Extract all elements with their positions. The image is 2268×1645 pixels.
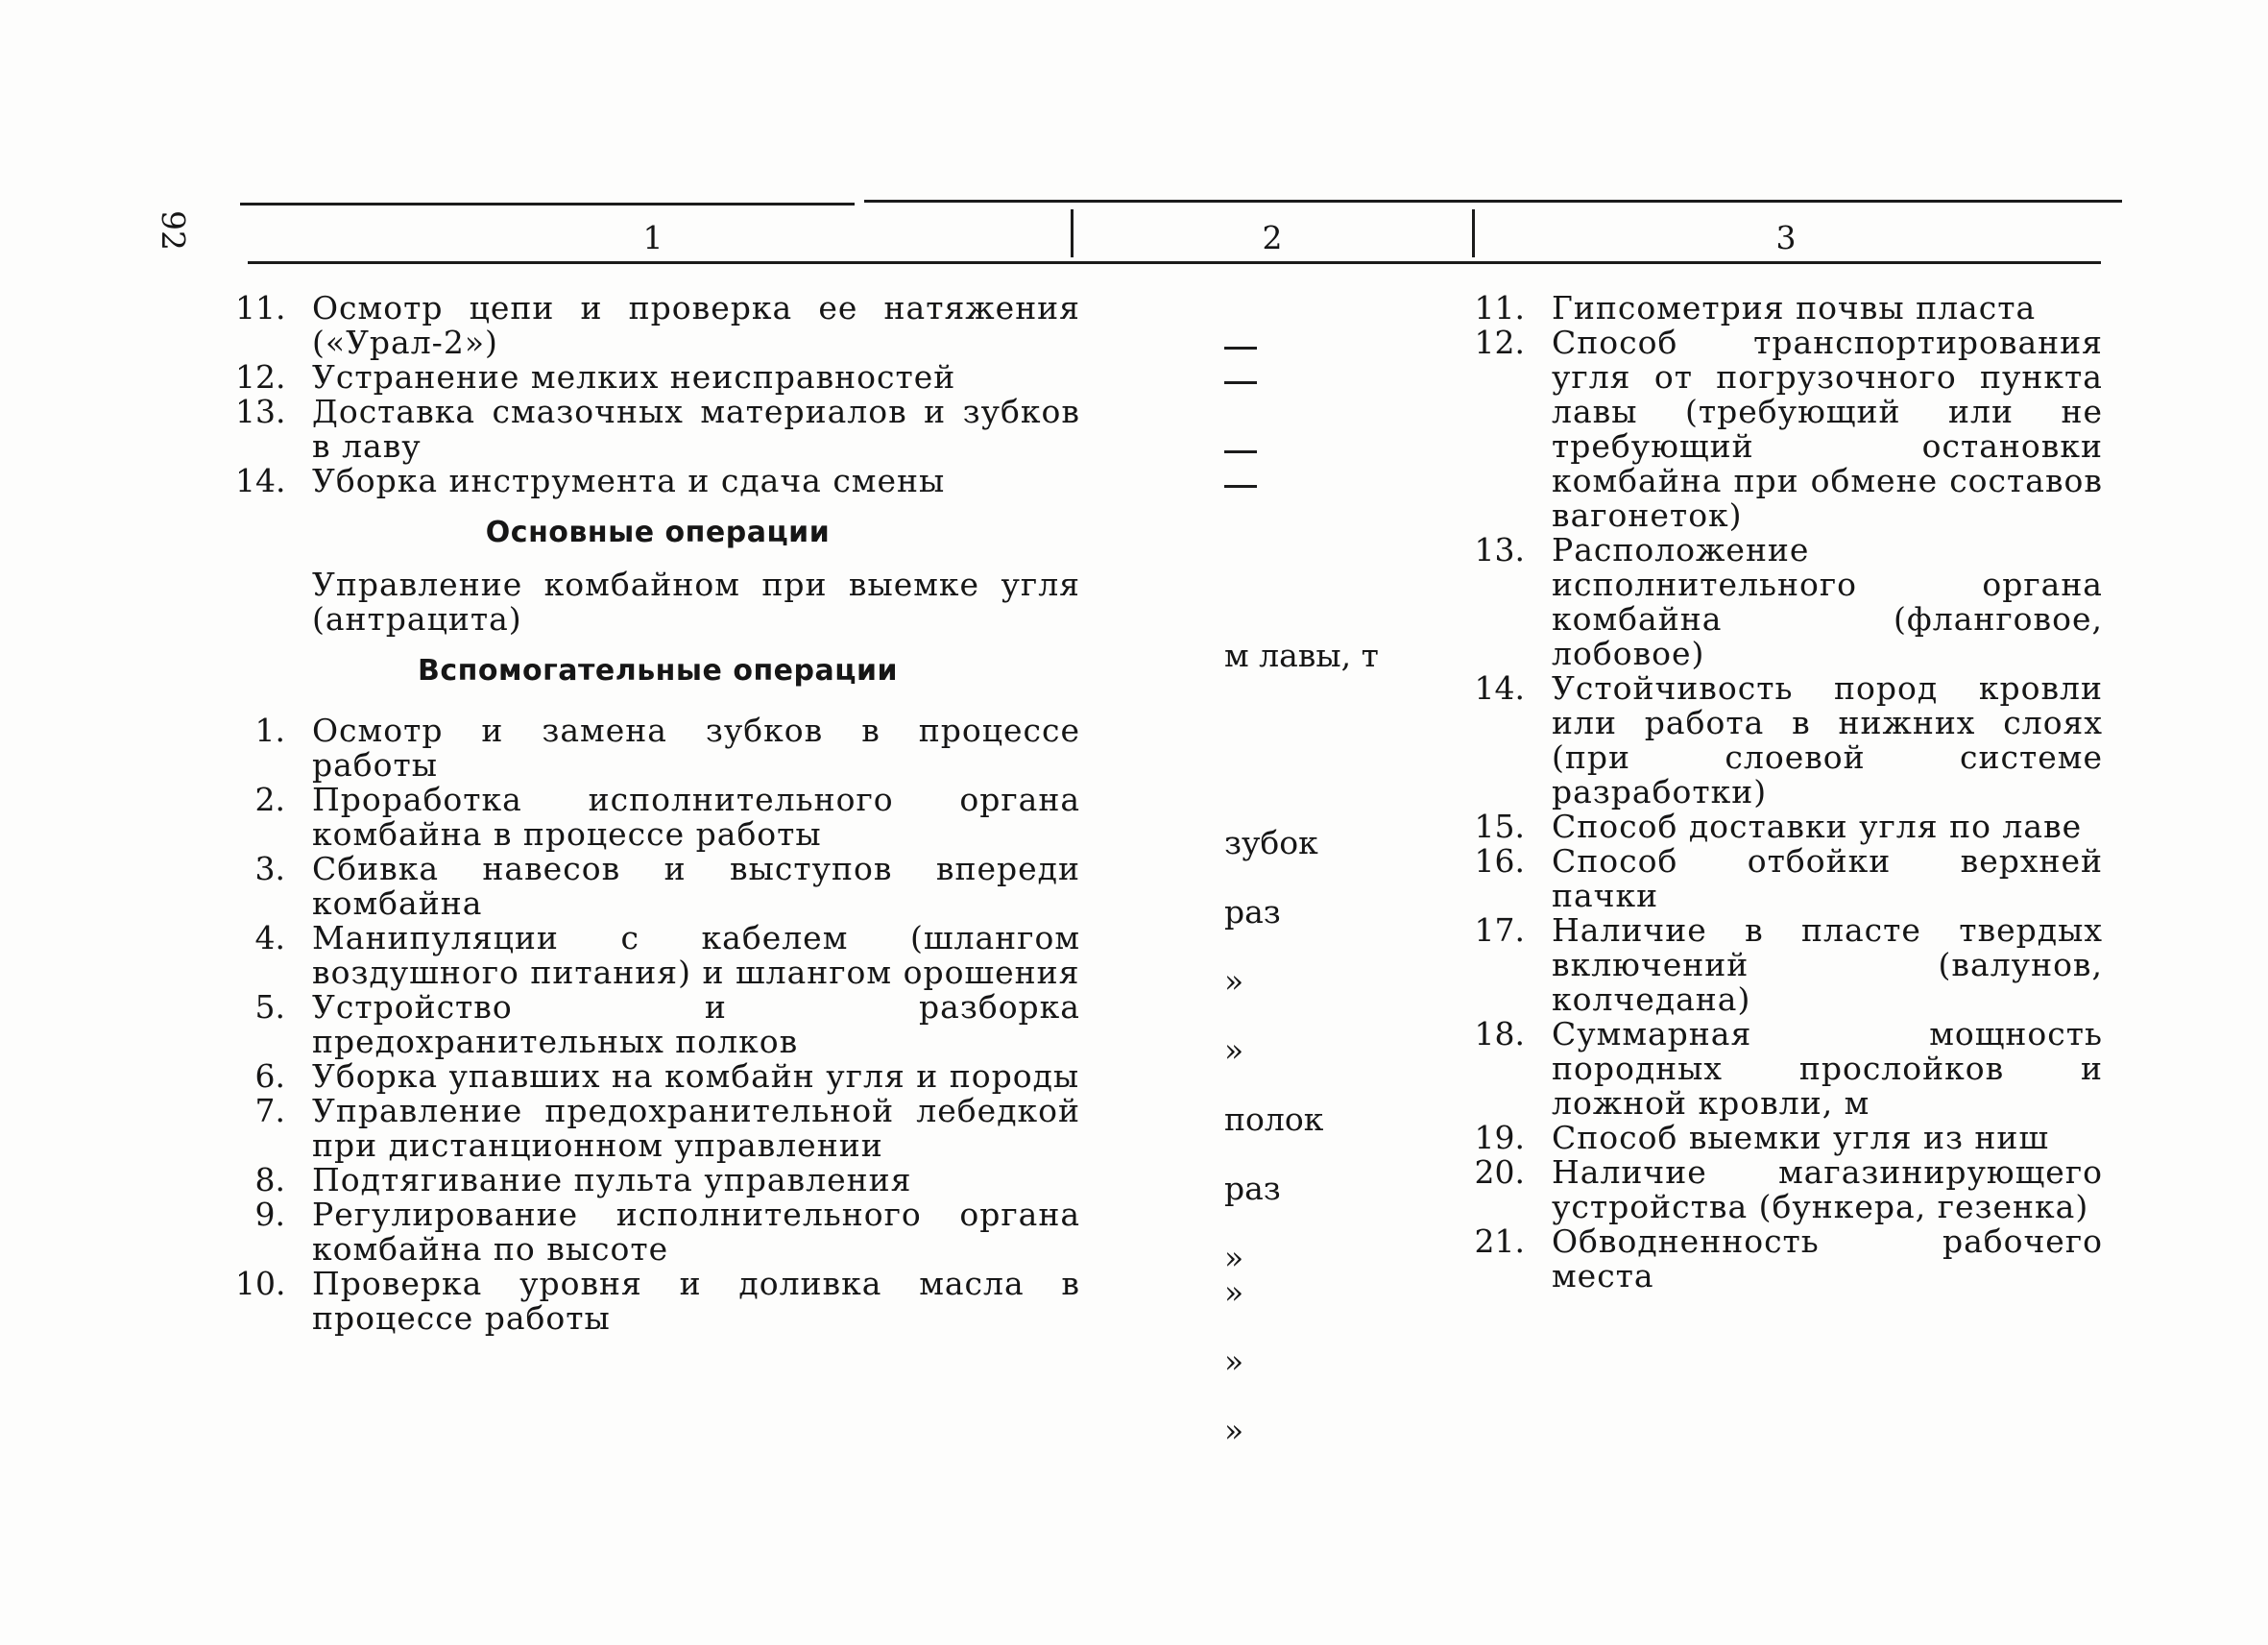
- list-item: [1469, 1121, 2103, 1155]
- item-number: 16.: [1474, 842, 1525, 880]
- item-number: 13.: [1474, 531, 1525, 568]
- item-text: Наличие в пласте твердых включений (валунов, колчедана): [1552, 911, 2103, 1018]
- list-item: [1469, 1224, 2103, 1294]
- item-text: Уборка инструмента и сдача смены: [312, 462, 946, 499]
- list-item: [235, 1163, 1080, 1197]
- column-header-3: 3: [1775, 219, 1797, 256]
- list-item: [235, 783, 1080, 852]
- item-number: 12.: [1474, 324, 1525, 361]
- list-item: [235, 291, 1080, 360]
- item-text: Устройство и разборка предохранительных полков: [312, 988, 1080, 1060]
- list-item: [1469, 671, 2103, 810]
- item-number: 5.: [254, 988, 285, 1026]
- page-number: 92: [155, 210, 192, 251]
- list-item: [235, 1267, 1080, 1336]
- item-text: Осмотр цепи и проверка ее натяжения («Урал-2»): [312, 289, 1080, 361]
- item-number: 7.: [254, 1092, 285, 1129]
- item-number: 17.: [1474, 911, 1525, 949]
- item-text: Уборка упавших на комбайн угля и породы: [312, 1057, 1080, 1095]
- section-heading-aux: Вспомогательные операции: [417, 654, 899, 688]
- list-item: [235, 921, 1080, 990]
- item-number: 19.: [1474, 1119, 1525, 1156]
- list-item: [235, 852, 1080, 921]
- unit-cell: раз: [1224, 1170, 1281, 1207]
- item-number: 6.: [254, 1057, 285, 1095]
- dash-mark: [1224, 347, 1257, 350]
- unit-cell: [1224, 363, 1257, 398]
- unit-cell: раз: [1224, 893, 1281, 931]
- item-text: Проверка уровня и доливка масла в процессе работы: [312, 1265, 1080, 1337]
- list-item: [235, 464, 1080, 498]
- unit-cell: »: [1224, 1031, 1244, 1069]
- item-number: 2.: [254, 781, 285, 818]
- list-item: [235, 395, 1080, 464]
- unit-cell: [1224, 467, 1257, 501]
- column-header-1: 1: [642, 219, 664, 256]
- item-number: 12.: [235, 358, 286, 396]
- list-item: [1469, 326, 2103, 533]
- item-text: Способ доставки угля по лаве: [1552, 808, 2083, 845]
- item-text: Устранение мелких неисправностей: [312, 358, 956, 396]
- unit-cell: зубок: [1224, 824, 1318, 861]
- item-text: Манипуляции с кабелем (шлангом воздушного питания) и шлангом орошения: [312, 919, 1080, 991]
- item-number: 11.: [235, 289, 286, 327]
- item-number: 9.: [254, 1196, 285, 1233]
- item-number: 14.: [235, 462, 286, 499]
- item-text: Управление комбайном при выемке угля (антрацита): [312, 566, 1080, 638]
- top-rule-left: [240, 203, 855, 206]
- operations-column: [235, 291, 1080, 1336]
- item-number: 3.: [254, 850, 285, 887]
- list-item: [1469, 291, 2103, 326]
- item-text: Управление предохранительной лебедкой при дистанционном управлении: [312, 1092, 1080, 1164]
- unit-cell: »: [1224, 1412, 1244, 1449]
- item-text: Доставка смазочных материалов и зубков в лаву: [312, 393, 1080, 465]
- list-item: [235, 1059, 1080, 1094]
- list-item: [1469, 844, 2103, 913]
- dash-mark: [1224, 381, 1257, 384]
- header-bottom-rule: [248, 261, 2101, 264]
- list-item: [1469, 913, 2103, 1017]
- item-text: Устойчивость пород кровли или работа в нижних слоях (при слоевой системе разработки): [1552, 669, 2103, 810]
- item-text: Подтягивание пульта управления: [312, 1161, 912, 1198]
- item-number: 8.: [254, 1161, 285, 1198]
- unit-cell: [1224, 328, 1257, 363]
- unit-cell: м лавы, т: [1224, 637, 1379, 674]
- col-divider-2: [1472, 209, 1475, 257]
- factors-column: [1469, 291, 2103, 1294]
- item-text: Расположение исполнительного органа комбайна (фланговое, лобовое): [1552, 531, 2103, 672]
- section-heading-main: Основные операции: [485, 516, 831, 549]
- unit-cell: »: [1224, 1343, 1244, 1380]
- item-text: Суммарная мощность породных прослойков и ложной кровли, м: [1552, 1015, 2103, 1122]
- unit-cell: »: [1224, 1273, 1244, 1311]
- item-text: Способ транспортирования угля от погрузочного пункта лавы (требующий или не требующий остановки комбайна при обмене составов вагонеток): [1552, 324, 2103, 534]
- list-item: [235, 568, 1080, 637]
- list-item: [235, 360, 1080, 395]
- item-text: Обводненность рабочего места: [1552, 1222, 2103, 1294]
- item-number: 21.: [1474, 1222, 1525, 1260]
- unit-cell: полок: [1224, 1101, 1324, 1138]
- list-item: [1469, 1155, 2103, 1224]
- item-number: 14.: [1474, 669, 1525, 707]
- item-number: 11.: [1474, 289, 1525, 327]
- item-text: Регулирование исполнительного органа комбайна по высоте: [312, 1196, 1080, 1268]
- item-text: Способ отбойки верхней пачки: [1552, 842, 2103, 914]
- list-item: [1469, 1017, 2103, 1121]
- item-number: 15.: [1474, 808, 1525, 845]
- unit-cell: [1224, 432, 1257, 467]
- item-number: 10.: [235, 1265, 286, 1302]
- item-text: Сбивка навесов и выступов впереди комбайна: [312, 850, 1080, 922]
- item-number: 4.: [254, 919, 285, 956]
- column-header-2: 2: [1262, 219, 1283, 256]
- item-text: Гипсометрия почвы пласта: [1552, 289, 2037, 327]
- list-item: [235, 714, 1080, 783]
- list-item: [1469, 533, 2103, 671]
- item-text: Наличие магазинирующего устройства (бункера, гезенка): [1552, 1153, 2103, 1225]
- unit-cell: »: [1224, 962, 1244, 1000]
- dash-mark: [1224, 450, 1257, 453]
- item-text: Осмотр и замена зубков в процессе работы: [312, 712, 1080, 784]
- item-text: Способ выемки угля из ниш: [1552, 1119, 2050, 1156]
- item-number: 20.: [1474, 1153, 1525, 1191]
- list-item: [235, 1094, 1080, 1163]
- col-divider-1: [1071, 209, 1074, 257]
- item-number: 1.: [254, 712, 285, 749]
- list-item: [235, 1197, 1080, 1267]
- list-item: [1469, 810, 2103, 844]
- item-text: Проработка исполнительного органа комбайна в процессе работы: [312, 781, 1080, 853]
- list-item: [235, 990, 1080, 1059]
- unit-cell: »: [1224, 1239, 1244, 1276]
- item-number: 18.: [1474, 1015, 1525, 1052]
- dash-mark: [1224, 485, 1257, 488]
- top-rule-right: [864, 200, 2122, 203]
- item-number: 13.: [235, 393, 286, 430]
